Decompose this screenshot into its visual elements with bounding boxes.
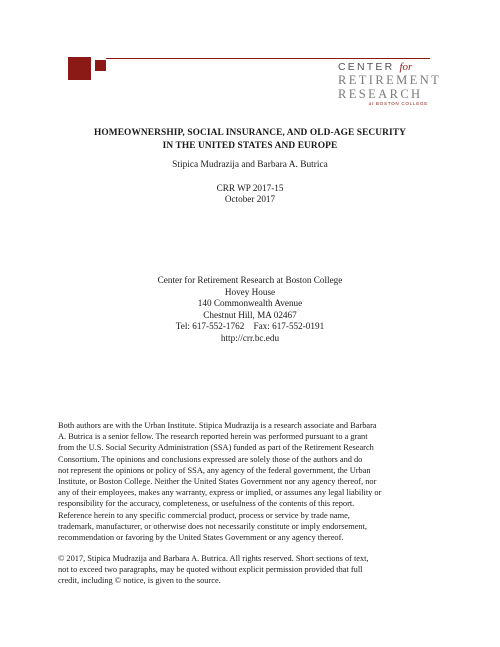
contact-address bbox=[60, 275, 440, 344]
logo-line-center bbox=[338, 62, 438, 73]
copyright-line: credit, including © notice, is given to the source. bbox=[58, 576, 221, 586]
crr-logo bbox=[338, 61, 442, 107]
copyright-line: © 2017, Stipica Mudrazija and Barbara A. Butrica. All rights reserved. Short sections of text, bbox=[58, 554, 369, 563]
disclaimer-line: Reference herein to any specific commercial product, process or service by trade name, bbox=[58, 510, 350, 520]
disclaimer-line: Both authors are with the Urban Institute. Stipica Mudrazija is a research associate and Barbara bbox=[58, 421, 377, 430]
disclaimer-line: trademark, manufacturer, or otherwise does not necessarily constitute or imply endorsement, bbox=[58, 521, 367, 531]
logo-bc-text: BOSTON COLLEGE bbox=[375, 101, 428, 106]
logo-square-small bbox=[95, 60, 106, 71]
logo-center-text: CENTER bbox=[338, 61, 395, 73]
logo-square-large bbox=[68, 57, 91, 80]
paper-date: October 2017 bbox=[224, 194, 276, 204]
paper-title bbox=[60, 127, 440, 153]
address-phone-fax: Tel: 617-552-1762 Fax: 617-552-0191 bbox=[175, 321, 325, 331]
working-paper-number: CRR WP 2017-15 bbox=[216, 183, 284, 193]
disclaimer-line: Consortium. The opinions and conclusions expressed are solely those of the authors and do bbox=[58, 454, 363, 464]
disclaimer-line: Institute, or Boston College. Neither the United States Government nor any agency thereof, nor bbox=[58, 477, 377, 487]
title-line-2: IN THE UNITED STATES AND EUROPE bbox=[162, 141, 338, 151]
address-org: Center for Retirement Research at Boston College bbox=[157, 275, 343, 285]
disclaimer-line: any of their employees, makes any warranty, express or implied, or assumes any legal liability or bbox=[58, 488, 382, 498]
logo-at-text: at bbox=[368, 101, 374, 106]
disclaimer-line: A. Butrica is a senior fellow. The research reported herein was performed pursuant to a grant bbox=[58, 432, 368, 442]
address-street: 140 Commonwealth Avenue bbox=[197, 298, 303, 308]
disclaimer-line: responsibility for the accuracy, completeness, or usefulness of the contents of this report. bbox=[58, 499, 355, 509]
logo-line-research: RESEARCH bbox=[338, 86, 423, 101]
copyright-paragraph bbox=[58, 553, 448, 587]
logo-line-boston-college bbox=[338, 102, 438, 107]
address-url[interactable]: http://crr.bc.edu bbox=[220, 332, 280, 343]
logo-for-text: for bbox=[399, 61, 413, 73]
title-line-1: HOMEOWNERSHIP, SOCIAL INSURANCE, AND OLD-AGE SECURITY bbox=[93, 128, 407, 138]
address-building: Hovey House bbox=[224, 286, 276, 297]
disclaimer-line: from the U.S. Social Security Administration (SSA) funded as part of the Retirement Research bbox=[58, 443, 374, 453]
address-city: Chestnut Hill, MA 02467 bbox=[203, 309, 297, 320]
copyright-line: not to exceed two paragraphs, may be quoted without explicit permission provided that full bbox=[58, 565, 363, 575]
header-rule bbox=[106, 58, 430, 59]
logo-line-retirement: RETIREMENT bbox=[338, 73, 442, 87]
disclaimer-paragraph bbox=[58, 420, 448, 543]
disclaimer-line: recommendation or favoring by the United States Government or any agency thereof. bbox=[58, 533, 344, 543]
disclaimer-line: not represent the opinions or policy of SSA, any agency of the federal government, the Urban bbox=[58, 465, 371, 475]
paper-authors: Stipica Mudrazija and Barbara A. Butrica bbox=[172, 160, 328, 170]
paper-info bbox=[60, 183, 440, 205]
